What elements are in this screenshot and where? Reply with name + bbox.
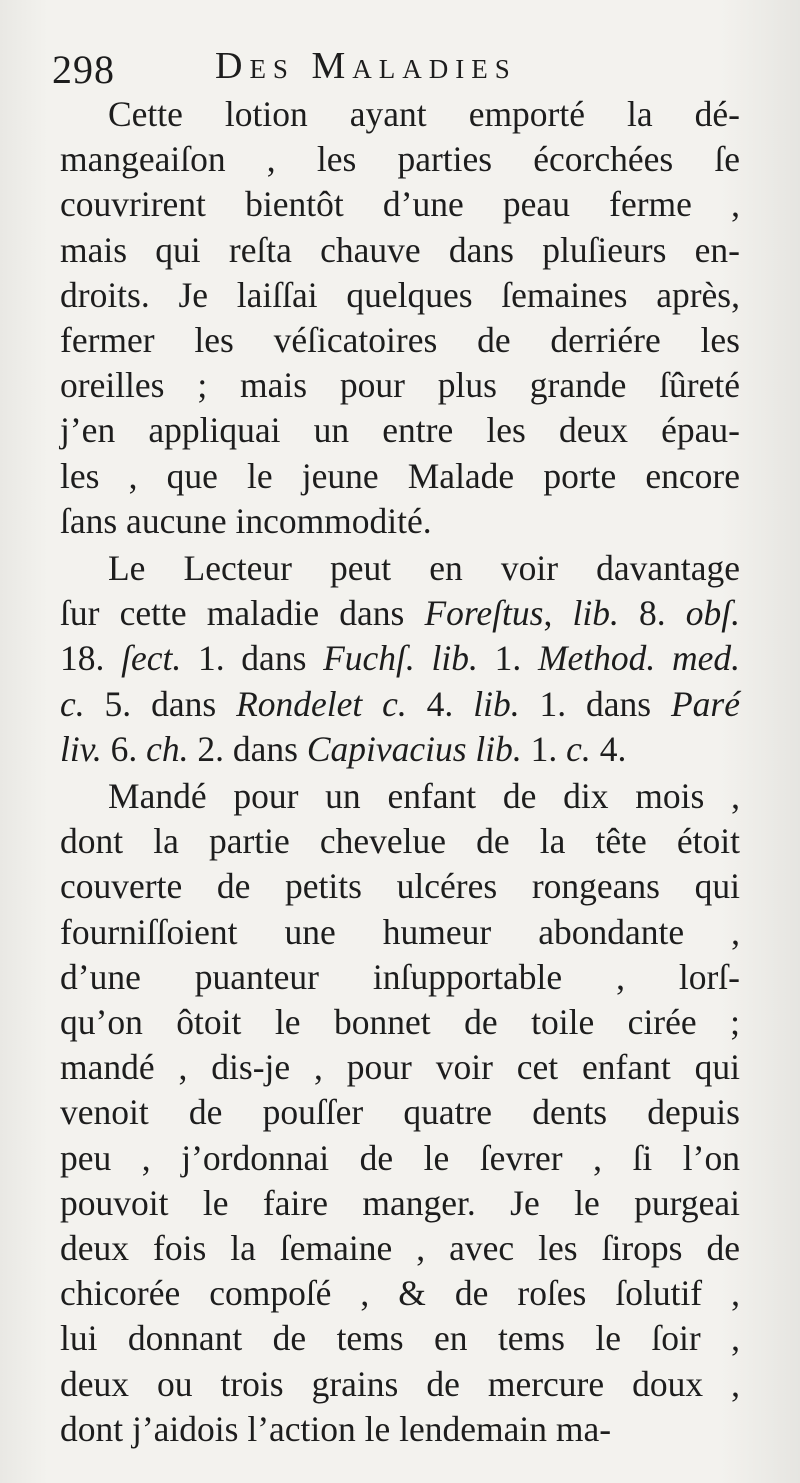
text-line: dont j’aidois l’action le lendemain ma- — [60, 1408, 612, 1449]
paragraph-p1 — [60, 92, 740, 544]
text-line: Mandé pour un enfant de dix mois , — [108, 776, 740, 817]
running-head: Des Maladies — [215, 45, 517, 87]
text-line: mais qui reſta chauve dans pluſieurs en- — [60, 229, 740, 270]
text-line: ſans aucune incommodité. — [60, 500, 432, 541]
text-line: droits. Je laiſſai quelques ſemaines après, — [60, 274, 740, 315]
text-line: ſur cette maladie dans Foreſtus, lib. 8. obſ. — [60, 593, 740, 634]
text-line: fourniſſoient une humeur abondante , — [60, 911, 740, 952]
text-line: deux ou trois grains de mercure doux , — [60, 1363, 740, 1404]
page-number: 298 — [52, 47, 115, 92]
text-line: c. 5. dans Rondelet c. 4. lib. 1. dans Paré — [60, 683, 741, 724]
text-line: d’une puanteur inſupportable , lorſ- — [60, 956, 740, 997]
text-line: les , que le jeune Malade porte encore — [60, 455, 740, 496]
text-line: Le Lecteur peut en voir davantage — [108, 548, 740, 589]
paragraph-p3 — [60, 774, 740, 1452]
text-line: qu’on ôtoit le bonnet de toile cirée ; — [60, 1002, 740, 1043]
text-line: couvrirent bientôt d’une peau ferme , — [60, 184, 740, 225]
text-line: dont la partie chevelue de la tête étoit — [60, 821, 740, 862]
text-line: pouvoit le faire manger. Je le purgeai — [60, 1182, 740, 1223]
page-header — [52, 40, 752, 100]
paragraph-p2 — [60, 546, 740, 772]
text-line: chicorée compoſé , & de roſes ſolutif , — [60, 1273, 740, 1314]
text-line: venoit de pouſſer quatre dents depuis — [60, 1092, 740, 1133]
text-line: mangeaiſon , les parties écorchées ſe — [60, 139, 740, 180]
text-line: 18. ſect. 1. dans Fuchſ. lib. 1. Method. med. — [60, 638, 741, 679]
text-line: deux fois la ſemaine , avec les ſirops de — [60, 1228, 740, 1269]
text-line: mandé , dis-je , pour voir cet enfant qui — [60, 1047, 740, 1088]
text-line: lui donnant de tems en tems le ſoir , — [60, 1318, 740, 1359]
body-text — [60, 92, 740, 1452]
text-line: liv. 6. ch. 2. dans Capivacius lib. 1. c. 4. — [60, 728, 627, 769]
text-line: fermer les véſicatoires de derriére les — [60, 320, 740, 361]
text-line: Cette lotion ayant emporté la dé- — [108, 94, 740, 134]
text-line: oreilles ; mais pour plus grande ſûreté — [60, 365, 740, 406]
text-line: peu , j’ordonnai de le ſevrer , ſi l’on — [60, 1137, 740, 1178]
text-line: couverte de petits ulcéres rongeans qui — [60, 866, 740, 907]
text-line: j’en appliquai un entre les deux épau- — [60, 410, 740, 451]
